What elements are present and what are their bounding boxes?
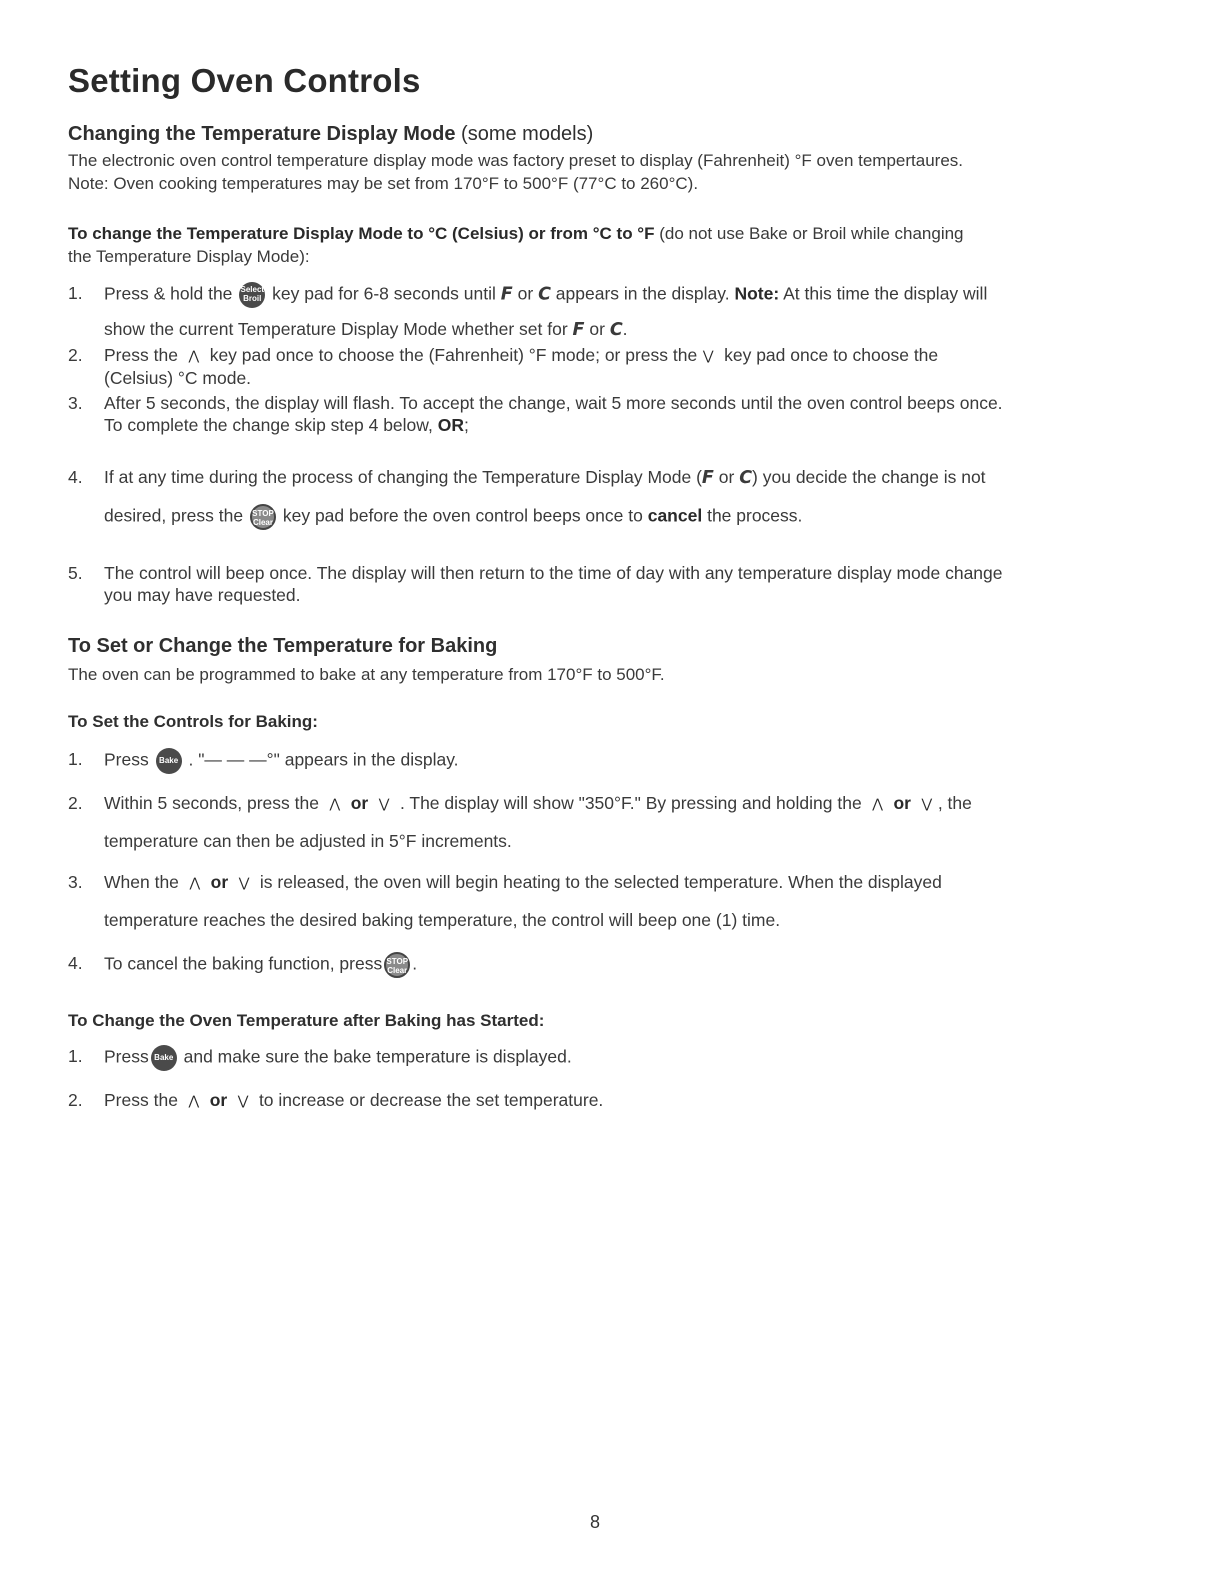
step-text: is released, the oven will begin heating to the selected temperature. When the displayed [259, 872, 942, 892]
instruction-line2: the Temperature Display Mode): [68, 247, 310, 266]
note-label: Note: [734, 283, 780, 304]
bake-key-icon: Bake [156, 748, 182, 774]
cancel-label: cancel [647, 505, 703, 526]
bake-step-3 [68, 871, 1148, 931]
change-step-2 [68, 1089, 1148, 1112]
step-text: or [718, 467, 735, 487]
segment-f: F [572, 320, 585, 340]
down-arrow-icon: ⋁ [238, 875, 250, 891]
step-text: temperature reaches the desired baking temperature, the control will beep one (1) time. [104, 910, 781, 930]
step-text: show the current Temperature Display Mode whether set for [104, 319, 568, 339]
step-number: 4. [68, 467, 83, 487]
step-number: 5. [68, 563, 83, 583]
down-arrow-icon: ⋁ [237, 1093, 249, 1109]
section-heading-display-mode [68, 123, 593, 146]
step-text: To complete the change skip step 4 below, [104, 415, 433, 435]
step-text: ) you decide the change is not [752, 467, 986, 487]
step-number: 2. [68, 345, 83, 365]
step-text: key pad before the oven control beeps once to [282, 505, 643, 526]
step-text: the process. [707, 505, 803, 526]
up-arrow-icon: ⋀ [188, 348, 200, 364]
step-text: When the [104, 872, 179, 892]
intro-text-1: The electronic oven control temperature display mode was factory preset to display (Fahrenheit) °F oven tempertaures. [68, 151, 963, 170]
step-number: 2. [68, 1090, 83, 1110]
step-text: Press [104, 749, 149, 770]
bake-step-4: 4. To cancel the baking function, press STOP Clear . [68, 952, 1148, 978]
step-number: 2. [68, 793, 83, 813]
subheading-change-temp: To Change the Oven Temperature after Baking has Started: [68, 1011, 545, 1030]
or-label: or [350, 793, 369, 813]
segment-c: C [739, 468, 753, 488]
step-text: desired, press the [104, 505, 244, 526]
segment-c: C [538, 284, 551, 305]
step-text: Press [104, 1046, 149, 1067]
mode-step-5 [68, 562, 1148, 606]
step-text: key pad once to choose the [724, 345, 939, 365]
step-text: (Celsius) °C mode. [104, 368, 252, 389]
segment-f: F [701, 468, 714, 488]
section-heading-baking: To Set or Change the Temperature for Baking [68, 635, 498, 657]
step-text: and make sure the bake temperature is displayed. [183, 1046, 572, 1067]
or-label: or [209, 1090, 228, 1110]
baking-intro: The oven can be programmed to bake at any temperature from 170°F to 500°F. [68, 665, 665, 684]
page-title: Setting Oven Controls [68, 62, 421, 99]
step-text: The control will beep once. The display will then return to the time of day with any temperature display mode change [104, 563, 1003, 583]
heading-text: Changing the Temperature Display Mode [68, 123, 456, 145]
step-number: 1. [68, 1046, 83, 1066]
step-text: or [517, 283, 534, 304]
step-text: you may have requested. [104, 585, 301, 605]
step-text: . The display will show "350°F." By pressing and holding the [399, 793, 862, 813]
step-number: 3. [68, 872, 83, 892]
intro-text-2: Note: Oven cooking temperatures may be set from 170°F to 500°F (77°C to 260°C). [68, 174, 699, 193]
up-arrow-icon: ⋀ [188, 1093, 200, 1109]
step-text: Press & hold the [104, 283, 233, 304]
step-text: appears in the display. [555, 283, 730, 304]
up-arrow-icon: ⋀ [189, 875, 201, 891]
mode-step-3: 3. After 5 seconds, the display will flash. To accept the change, wait 5 more seconds until the oven control beeps once. To complete the change skip step 4 below, OR; [68, 392, 1148, 436]
segment-c: C [609, 320, 623, 340]
step-text: to increase or decrease the set temperature. [258, 1090, 604, 1110]
step-text: After 5 seconds, the display will flash. To accept the change, wait 5 more seconds until the oven control beeps once. [104, 393, 1003, 413]
select-broil-key-icon: Select Broil [239, 282, 265, 308]
down-arrow-icon: ⋁ [921, 796, 933, 812]
heading-suffix: (some models) [461, 123, 594, 145]
step-text: key pad for 6-8 seconds until [272, 283, 496, 304]
mode-step-1: 1. Press & hold the Select Broil key pad for 6-8 seconds until F or C appears in the display. Note: At this time the display will show the current Temperature Display Mode whether set for F or C. [68, 283, 988, 340]
step-number: 1. [68, 283, 83, 303]
step-text: or [589, 319, 605, 339]
mode-step-4 [68, 466, 1148, 530]
stop-clear-key-icon: STOP Clear [384, 952, 410, 978]
change-mode-instruction [68, 223, 1148, 245]
bake-key-icon: Bake [151, 1045, 177, 1071]
step-text: key pad once to choose the (Fahrenheit) °F mode; or press the [209, 345, 698, 365]
stop-clear-key-icon: STOP Clear [250, 504, 276, 530]
step-text: temperature can then be adjusted in 5°F increments. [104, 831, 512, 851]
up-arrow-icon: ⋀ [329, 796, 341, 812]
or-label: or [210, 872, 229, 892]
segment-f: F [500, 284, 513, 305]
instruction-bold: To change the Temperature Display Mode to °C (Celsius) or from °C to °F [68, 224, 655, 243]
up-arrow-icon: ⋀ [872, 796, 883, 812]
step-number: 4. [68, 953, 83, 973]
step-text: . "— — —°" appears in the display. [188, 749, 459, 770]
step-text: Press the [104, 1090, 178, 1110]
change-step-1 [68, 1045, 1148, 1071]
or-label: or [893, 793, 911, 813]
subheading-set-controls: To Set the Controls for Baking: [68, 712, 318, 731]
step-text: Press the [104, 345, 178, 365]
step-text: Within 5 seconds, press the [104, 793, 319, 813]
step-number: 3. [68, 393, 83, 413]
step-text: If at any time during the process of changing the Temperature Display Mode ( [104, 467, 702, 487]
down-arrow-icon: ⋁ [378, 796, 390, 812]
bake-step-1 [68, 748, 1148, 774]
step-text: At this time the display will [783, 283, 988, 304]
down-arrow-icon: ⋁ [702, 348, 714, 364]
bake-step-2: 2. Within 5 seconds, press the ⋀ or ⋁ . The display will show "350°F." By pressing and holding the ⋀ or ⋁ , the temperature can then be adjusted in 5°F increments. [68, 792, 1148, 852]
mode-step-2 [68, 344, 1148, 389]
step-text: To cancel the baking function, press [104, 953, 383, 974]
or-label: OR [437, 415, 464, 435]
step-number: 1. [68, 749, 83, 769]
instruction-rest: (do not use Bake or Broil while changing [654, 224, 964, 243]
page-number: 8 [590, 1512, 601, 1532]
